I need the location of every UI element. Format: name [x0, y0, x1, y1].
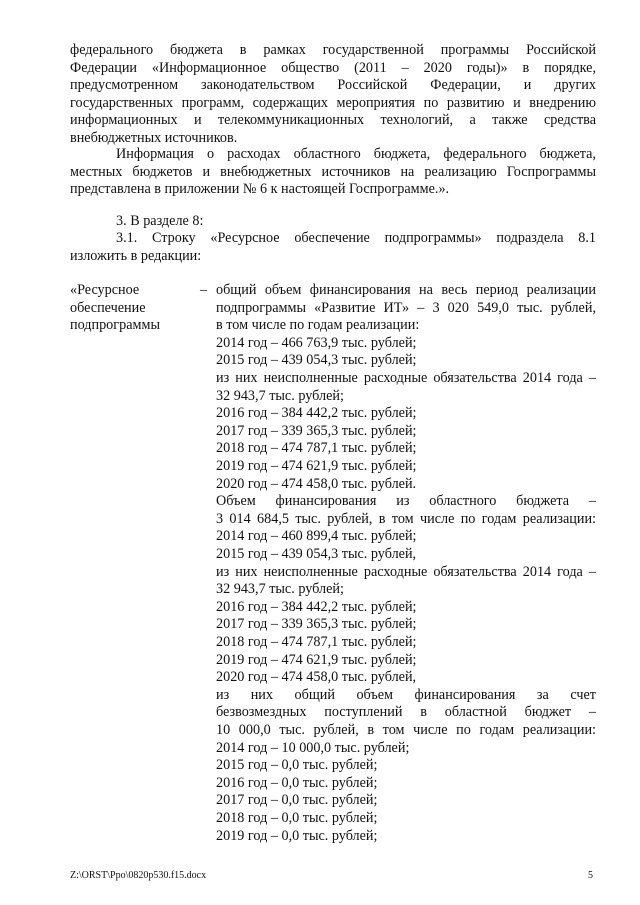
text-line: 2018 год – 474 787,1 тыс. рублей; — [216, 440, 417, 457]
text-line: в том числе по годам реализации: — [216, 317, 420, 334]
text-line: 2016 год – 384 442,2 тыс. рублей; — [216, 405, 417, 422]
text-line: 2014 год – 10 000,0 тыс. рублей; — [216, 739, 410, 756]
text-line: 2018 год – 474 787,1 тыс. рублей; — [216, 634, 417, 650]
label-line: обеспечение — [70, 299, 146, 316]
text-line: подпрограммы «Развитие ИТ» – 3 020 549,0 тыс. рублей, — [216, 299, 596, 316]
text-line: 32 943,7 тыс. рублей; — [216, 387, 344, 404]
text-line: 2016 год – 384 442,2 тыс. рублей; — [216, 598, 417, 615]
text-line: Объем финансирования из областного бюджета – — [216, 493, 596, 510]
text-line: общий объем финансирования на весь период реализации — [216, 282, 596, 298]
text-line: Информация о расходах областного бюджета, федерального бюджета, — [116, 146, 596, 162]
text-line: внебюджетных источников. — [70, 130, 238, 146]
text-line: 2019 год – 0,0 тыс. рублей; — [216, 827, 378, 844]
text-line: из них неисполненные расходные обязательства 2014 года – — [216, 370, 596, 386]
text-line: 2014 год – 466 763,9 тыс. рублей; — [216, 334, 417, 351]
text-line: безвозмездных поступлений в областной бюджет – — [216, 704, 596, 721]
text-line: из них неисполненные расходные обязательства 2014 года – — [216, 563, 596, 580]
text-line: предусмотренном законодательством Российской Федерации, и других — [70, 77, 596, 94]
page-number: 5 — [588, 870, 593, 881]
text-line: 2018 год – 0,0 тыс. рублей; — [216, 810, 378, 826]
text-line: 10 000,0 тыс. рублей, в том числе по годам реализации: — [216, 722, 596, 738]
text-line: 2019 год – 474 621,9 тыс. рублей; — [216, 458, 417, 474]
text-line: представлена в приложении № 6 к настоящей Госпрограмме.». — [70, 181, 450, 198]
text-line: Федерации «Информационное общество (2011 – 2020 годы)» в порядке, — [70, 59, 596, 76]
label-line: «Ресурсное — [70, 282, 140, 298]
text-line: 2015 год – 439 054,3 тыс. рублей; — [216, 352, 417, 369]
text-line: 2014 год – 460 899,4 тыс. рублей; — [216, 528, 417, 545]
text-line: 2019 год – 474 621,9 тыс. рублей; — [216, 651, 417, 668]
text-line: из них общий объем финансирования за счет — [216, 686, 596, 703]
text-line: изложить в редакции: — [70, 247, 202, 264]
text-line: 3.1. Строку «Ресурсное обеспечение подпрограммы» подраздела 8.1 — [116, 230, 596, 246]
text-line: 2015 год – 439 054,3 тыс. рублей, — [216, 546, 417, 562]
footer-file-path: Z:\ORST\Ppo\0820p530.f15.docx — [70, 870, 207, 881]
text-line: местных бюджетов и внебюджетных источников на реализацию Госпрограммы — [70, 163, 596, 180]
text-line: 2017 год – 339 365,3 тыс. рублей; — [216, 422, 417, 439]
text-line: 2020 год – 474 458,0 тыс. рублей. — [216, 475, 417, 492]
text-line: государственных программ, содержащих мероприятия по развитию и внедрению — [70, 94, 596, 111]
text-line: 2015 год – 0,0 тыс. рублей; — [216, 757, 378, 774]
text-line: 2017 год – 0,0 тыс. рублей; — [216, 792, 378, 809]
text-line: 2017 год – 339 365,3 тыс. рублей; — [216, 616, 417, 633]
text-line: 2020 год – 474 458,0 тыс. рублей, — [216, 669, 417, 686]
text-line: 32 943,7 тыс. рублей; — [216, 581, 344, 598]
text-line: 3 014 684,5 тыс. рублей, в том числе по годам реализации: — [216, 510, 596, 527]
text-line: федерального бюджета в рамках государственной программы Российской — [70, 42, 596, 58]
text-line: 2016 год – 0,0 тыс. рублей; — [216, 774, 378, 791]
text-line: информационных и телекоммуникационных технологий, а также средства — [70, 112, 596, 129]
label-line: подпрограммы — [70, 317, 160, 334]
section-heading: 3. В разделе 8: — [116, 213, 204, 229]
table-dash: – — [200, 282, 208, 298]
